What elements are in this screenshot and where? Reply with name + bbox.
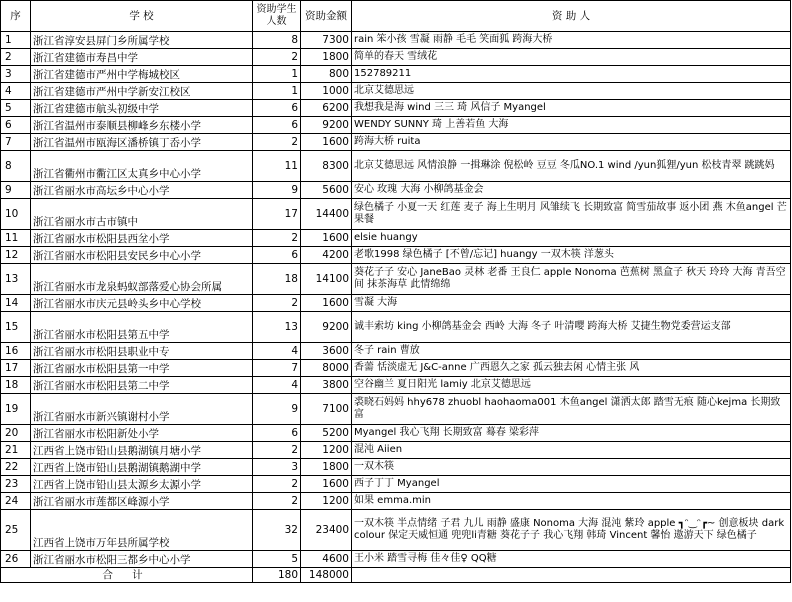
row-amount: 5200 [301, 425, 352, 442]
table-row [1, 425, 791, 442]
row-student-count: 1 [253, 66, 301, 83]
row-donors: 一双木筷 半点情绪 子君 九儿 雨静 盛康 Nonoma 大海 混沌 紫玲 apple ┓ᵔ‿ᵔ┏~ 创意板块 darkcolour 保定天威恒通 兜兜li青糖 葵花子子 我心飞翔 韩琦 Vincent 馨怡 遨游天下 绿色橘子 [352, 510, 791, 551]
row-donors: elsie huangy [352, 230, 791, 247]
row-school: 浙江省丽水市庆元县岭头乡中心学校 [31, 295, 253, 312]
row-student-count: 17 [253, 199, 301, 230]
row-seq: 26 [1, 551, 31, 568]
row-amount: 5600 [301, 182, 352, 199]
row-student-count: 2 [253, 476, 301, 493]
row-student-count: 2 [253, 134, 301, 151]
total-row [1, 568, 791, 583]
row-amount: 8000 [301, 360, 352, 377]
row-amount: 6200 [301, 100, 352, 117]
row-donors: 152789211 [352, 66, 791, 83]
row-seq: 5 [1, 100, 31, 117]
row-donors: 裘晓石妈妈 hhy678 zhuobl haohaoma001 木鱼angel 潇洒太郎 踏雪无痕 随心kejma 长期致富 [352, 394, 791, 425]
row-donors: 如果 emma.min [352, 493, 791, 510]
row-donors: 老歌1998 绿色橘子 [不曾/忘记] huangy 一双木筷 洋葱头 [352, 247, 791, 264]
row-student-count: 2 [253, 295, 301, 312]
row-seq: 15 [1, 312, 31, 343]
row-amount: 1800 [301, 459, 352, 476]
table-row [1, 343, 791, 360]
row-seq: 20 [1, 425, 31, 442]
row-seq: 10 [1, 199, 31, 230]
row-amount: 8300 [301, 151, 352, 182]
row-donors: 雪凝 大海 [352, 295, 791, 312]
row-donors: 香薷 恬淡虚无 J&C-anne 广西恩久之家 孤云独去闲 心情主张 风 [352, 360, 791, 377]
row-school: 浙江省丽水市松阳新处小学 [31, 425, 253, 442]
row-seq: 2 [1, 49, 31, 66]
row-school: 浙江省淳安县屏门乡所属学校 [31, 32, 253, 49]
row-donors: rain 笨小孩 雪凝 雨静 毛毛 笑面狐 跨海大桥 [352, 32, 791, 49]
row-seq: 25 [1, 510, 31, 551]
row-school: 浙江省丽水市松阳县职业中专 [31, 343, 253, 360]
row-amount: 1200 [301, 442, 352, 459]
row-school: 浙江省丽水市松阳三都乡中心小学 [31, 551, 253, 568]
table-row [1, 312, 791, 343]
header-amount: 资助金额 [301, 1, 352, 32]
row-school: 浙江省丽水市新兴镇谢村小学 [31, 394, 253, 425]
row-seq: 12 [1, 247, 31, 264]
total-donors-empty [352, 568, 791, 583]
row-amount: 1800 [301, 49, 352, 66]
total-amount: 148000 [301, 568, 352, 583]
table-row [1, 493, 791, 510]
row-amount: 9200 [301, 312, 352, 343]
table-row [1, 360, 791, 377]
row-amount: 1000 [301, 83, 352, 100]
table-row [1, 49, 791, 66]
row-seq: 3 [1, 66, 31, 83]
row-seq: 13 [1, 264, 31, 295]
row-school: 浙江省丽水市松阳县第五中学 [31, 312, 253, 343]
row-student-count: 4 [253, 377, 301, 394]
row-school: 江西省上饶市铅山县鹅湖镇鹅湖中学 [31, 459, 253, 476]
row-school: 浙江省温州市泰顺县柳峰乡东楼小学 [31, 117, 253, 134]
row-donors: 王小米 踏雪寻梅 佳々佳♀ QQ糖 [352, 551, 791, 568]
table-row [1, 182, 791, 199]
table-row [1, 394, 791, 425]
row-donors: 北京艾德思远 [352, 83, 791, 100]
row-amount: 1600 [301, 230, 352, 247]
row-student-count: 9 [253, 394, 301, 425]
row-school: 江西省上饶市万年县所属学校 [31, 510, 253, 551]
row-seq: 6 [1, 117, 31, 134]
table-row [1, 377, 791, 394]
header-row [1, 1, 791, 32]
row-donors: 诚丰索坊 king 小柳鸽基金会 西岭 大海 冬子 叶清嘤 跨海大桥 艾捷生物党委营运支部 [352, 312, 791, 343]
row-student-count: 1 [253, 83, 301, 100]
row-amount: 14400 [301, 199, 352, 230]
row-school: 江西省上饶市铅山县鹅湖镇月塘小学 [31, 442, 253, 459]
row-seq: 8 [1, 151, 31, 182]
row-seq: 18 [1, 377, 31, 394]
table-row [1, 442, 791, 459]
row-donors: 安心 玫瑰 大海 小柳鸽基金会 [352, 182, 791, 199]
row-amount: 3800 [301, 377, 352, 394]
table-row [1, 551, 791, 568]
table-row [1, 459, 791, 476]
row-seq: 22 [1, 459, 31, 476]
row-donors: 冬子 rain 曹放 [352, 343, 791, 360]
row-school: 浙江省丽水市松阳县安民乡中心小学 [31, 247, 253, 264]
row-school: 浙江省丽水市松阳县第一中学 [31, 360, 253, 377]
row-student-count: 32 [253, 510, 301, 551]
row-seq: 17 [1, 360, 31, 377]
total-student-count: 180 [253, 568, 301, 583]
row-school: 浙江省温州市瓯海区潘桥镇丁岙小学 [31, 134, 253, 151]
table-row [1, 230, 791, 247]
row-student-count: 3 [253, 459, 301, 476]
row-student-count: 4 [253, 343, 301, 360]
row-student-count: 2 [253, 49, 301, 66]
row-seq: 24 [1, 493, 31, 510]
row-donors: WENDY SUNNY 琦 上善若鱼 大海 [352, 117, 791, 134]
table-row [1, 295, 791, 312]
row-student-count: 2 [253, 230, 301, 247]
header-donors: 资 助 人 [352, 1, 791, 32]
table-row [1, 117, 791, 134]
row-student-count: 6 [253, 100, 301, 117]
table-row [1, 476, 791, 493]
row-student-count: 8 [253, 32, 301, 49]
row-donors: 我想我是海 wind 三三 琦 风信子 Myangel [352, 100, 791, 117]
row-amount: 4200 [301, 247, 352, 264]
row-donors: 北京艾德思远 风情浪静 一揖琳涂 倪松岭 豆豆 冬瓜NO.1 wind /yun狐狸/yun 松枝青翠 跳跳妈 [352, 151, 791, 182]
table-row [1, 66, 791, 83]
row-seq: 4 [1, 83, 31, 100]
row-amount: 7300 [301, 32, 352, 49]
row-donors: Myangel 我心飞翔 长期致富 蓦春 梁彩萍 [352, 425, 791, 442]
row-seq: 14 [1, 295, 31, 312]
table-row [1, 83, 791, 100]
row-seq: 9 [1, 182, 31, 199]
row-school: 浙江省丽水市松阳县第二中学 [31, 377, 253, 394]
row-student-count: 2 [253, 442, 301, 459]
table-row [1, 199, 791, 230]
row-seq: 19 [1, 394, 31, 425]
row-student-count: 7 [253, 360, 301, 377]
row-school: 浙江省丽水市龙泉蚂蚁部落爱心协会所属 [31, 264, 253, 295]
row-donors: 空谷幽兰 夏日阳光 lamiy 北京艾德思远 [352, 377, 791, 394]
row-school: 浙江省丽水市松阳县西坌小学 [31, 230, 253, 247]
table-row [1, 32, 791, 49]
row-student-count: 2 [253, 493, 301, 510]
row-donors: 葵花子子 安心 JaneBao 灵林 老番 王良仁 apple Nonoma 芭蕉树 黑盒子 秋天 玲玲 大海 青吾空间 抹茶海草 此情绵绵 [352, 264, 791, 295]
table-row [1, 134, 791, 151]
header-school: 学 校 [31, 1, 253, 32]
row-donors: 跨海大桥 ruita [352, 134, 791, 151]
row-school: 浙江省衢州市衢江区太真乡中心小学 [31, 151, 253, 182]
row-donors: 混沌 Aiien [352, 442, 791, 459]
header-seq: 序 [1, 1, 31, 32]
row-amount: 1200 [301, 493, 352, 510]
row-school: 江西省上饶市铅山县太源乡太源小学 [31, 476, 253, 493]
row-donors: 一双木筷 [352, 459, 791, 476]
row-amount: 14100 [301, 264, 352, 295]
row-seq: 21 [1, 442, 31, 459]
row-school: 浙江省丽水市高坛乡中心小学 [31, 182, 253, 199]
row-student-count: 5 [253, 551, 301, 568]
row-school: 浙江省丽水市古市镇中 [31, 199, 253, 230]
row-student-count: 6 [253, 247, 301, 264]
row-donors: 西子丁丁 Myangel [352, 476, 791, 493]
row-amount: 1600 [301, 134, 352, 151]
row-donors: 简单的春天 雪绒花 [352, 49, 791, 66]
row-amount: 1600 [301, 476, 352, 493]
row-seq: 23 [1, 476, 31, 493]
header-student-count: 资助学生人数 [253, 1, 301, 32]
row-student-count: 9 [253, 182, 301, 199]
row-amount: 800 [301, 66, 352, 83]
row-donors: 绿色橘子 小夏一天 红莲 麦子 海上生明月 风雏续飞 长期致富 简雪茄故事 返小团 燕 木鱼angel 芒果餐 [352, 199, 791, 230]
row-seq: 1 [1, 32, 31, 49]
row-amount: 9200 [301, 117, 352, 134]
row-seq: 7 [1, 134, 31, 151]
row-seq: 11 [1, 230, 31, 247]
row-student-count: 11 [253, 151, 301, 182]
row-student-count: 6 [253, 117, 301, 134]
table-row [1, 264, 791, 295]
row-amount: 4600 [301, 551, 352, 568]
row-student-count: 18 [253, 264, 301, 295]
row-school: 浙江省建德市严州中学新安江校区 [31, 83, 253, 100]
row-school: 浙江省建德市严州中学梅城校区 [31, 66, 253, 83]
total-label: 合 计 [1, 568, 253, 583]
row-seq: 16 [1, 343, 31, 360]
table-row [1, 510, 791, 551]
table-row [1, 151, 791, 182]
row-student-count: 13 [253, 312, 301, 343]
row-school: 浙江省丽水市莲都区峰源小学 [31, 493, 253, 510]
table-row [1, 100, 791, 117]
row-school: 浙江省建德市航头初级中学 [31, 100, 253, 117]
row-school: 浙江省建德市寿昌中学 [31, 49, 253, 66]
row-amount: 1600 [301, 295, 352, 312]
row-student-count: 6 [253, 425, 301, 442]
row-amount: 3600 [301, 343, 352, 360]
table-row [1, 247, 791, 264]
row-amount: 7100 [301, 394, 352, 425]
row-amount: 23400 [301, 510, 352, 551]
